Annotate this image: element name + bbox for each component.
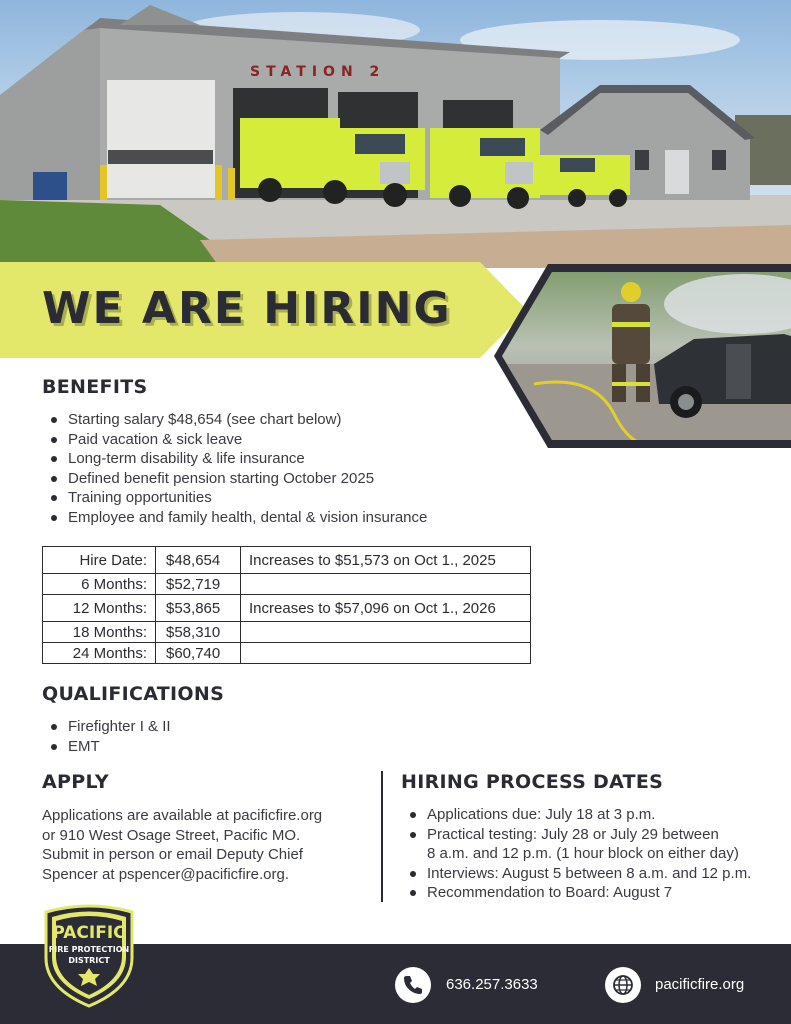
list-item: Defined benefit pension starting October 2025 [42, 469, 502, 489]
table-cell: Hire Date: [43, 547, 156, 574]
fire-truck-2 [430, 128, 540, 209]
list-item: EMT [42, 737, 342, 757]
qualifications-heading: QUALIFICATIONS [42, 683, 225, 705]
table-cell: $52,719 [156, 574, 241, 595]
list-item: Recommendation to Board: August 7 [401, 883, 781, 903]
table-row [43, 574, 531, 595]
hero-station-photo [0, 0, 791, 268]
logo-text-district: DISTRICT [68, 956, 110, 965]
table-cell: 18 Months: [43, 622, 156, 643]
table-cell [241, 622, 531, 643]
benefits-heading: BENEFITS [42, 376, 148, 398]
station-sign: STATION 2 [250, 64, 386, 80]
table-row [43, 595, 531, 622]
list-item: Starting salary $48,654 (see chart below) [42, 410, 502, 430]
list-item: Interviews: August 5 between 8 a.m. and 12 p.m. [401, 864, 781, 884]
table-cell [241, 574, 531, 595]
phone-icon [395, 967, 431, 1003]
hiring-title: WE ARE HIRING [42, 283, 452, 334]
table-cell: 12 Months: [43, 595, 156, 622]
apply-line: Applications are available at pacificfire.org [42, 807, 323, 824]
list-item: Training opportunities [42, 488, 502, 508]
table-cell [241, 643, 531, 664]
apply-text [42, 806, 372, 884]
list-item: Firefighter I & II [42, 717, 342, 737]
table-cell: $53,865 [156, 595, 241, 622]
apply-line: or 910 West Osage Street, Pacific MO. [42, 826, 301, 844]
table-row [43, 643, 531, 664]
hiring-process-heading: HIRING PROCESS DATES [401, 771, 664, 793]
apply-line: Submit in person or email Deputy Chief [42, 846, 303, 864]
apply-heading: APPLY [42, 771, 109, 793]
hiring-process-list [401, 805, 781, 903]
apply-line: Spencer at pspencer@pacificfire.org. [42, 865, 290, 883]
list-item: Long-term disability & life insurance [42, 449, 502, 469]
table-cell: Increases to $51,573 on Oct 1., 2025 [241, 547, 531, 574]
list-item [401, 825, 781, 864]
phone-number[interactable]: 636.257.3633 [446, 976, 538, 993]
table-cell: 6 Months: [43, 574, 156, 595]
list-item-continuation: 8 a.m. and 12 p.m. (1 hour block on either day) [427, 845, 739, 863]
table-cell: Increases to $57,096 on Oct 1., 2026 [241, 595, 531, 622]
logo-text-pacific: PACIFIC [52, 923, 126, 943]
table-cell: $48,654 [156, 547, 241, 574]
table-row [43, 622, 531, 643]
table-cell: $60,740 [156, 643, 241, 664]
table-cell: $58,310 [156, 622, 241, 643]
fire-truck-1 [240, 118, 425, 207]
website-link[interactable]: pacificfire.org [655, 976, 745, 993]
qualifications-list [42, 717, 342, 756]
firefighter-photo [494, 264, 791, 448]
list-item: Paid vacation & sick leave [42, 430, 502, 450]
table-cell: 24 Months: [43, 643, 156, 664]
list-item-text: Practical testing: July 28 or July 29 between [427, 825, 719, 843]
table-row [43, 547, 531, 574]
salary-table [42, 546, 531, 664]
benefits-list [42, 410, 502, 528]
globe-icon [605, 967, 641, 1003]
list-item: Employee and family health, dental & vision insurance [42, 508, 502, 528]
pacific-fire-logo [40, 900, 138, 1008]
list-item: Applications due: July 18 at 3 p.m. [401, 805, 781, 825]
section-divider [381, 771, 383, 902]
logo-text-fire-protection: FIRE PROTECTION [48, 945, 130, 954]
